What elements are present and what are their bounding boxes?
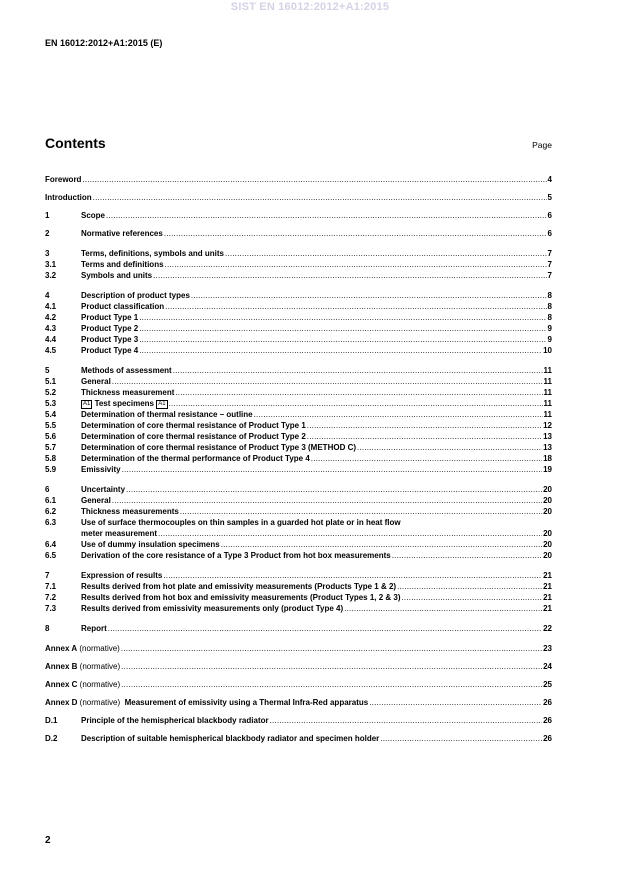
toc-entry-title: Product Type 1	[81, 313, 139, 322]
toc-entry-page: 25	[543, 680, 552, 689]
toc-entry-title: Determination of core thermal resistance of Product Type 1	[81, 421, 306, 430]
toc-entry-title: General	[81, 377, 111, 386]
toc-entry[interactable]	[45, 228, 552, 239]
toc-entry-page: 11	[543, 399, 552, 408]
toc-entry[interactable]	[45, 398, 552, 409]
toc-entry-number: 4.4	[45, 335, 57, 344]
toc-entry-number: 7.2	[45, 593, 57, 602]
toc-entry-page: 26	[543, 716, 552, 725]
toc-entry[interactable]	[45, 603, 552, 614]
toc-entry-title: Expression of results	[81, 571, 163, 580]
toc-entry[interactable]	[45, 312, 552, 323]
toc-entry[interactable]	[45, 550, 552, 561]
toc-entry-title: Use of surface thermocouples on thin samples in a guarded hot plate or in heat flow	[81, 518, 401, 527]
toc-entry-title-text: Test specimens	[92, 399, 157, 408]
toc-entry[interactable]	[45, 715, 552, 726]
toc-entry-number: 6	[45, 485, 50, 494]
toc-dot-leader	[225, 248, 547, 259]
toc-entry-page: 20	[543, 540, 552, 549]
toc-entry-number: 6.3	[45, 518, 57, 527]
toc-entry-title: Derivation of the core resistance of a Type 3 Product from hot box measurements	[81, 551, 391, 560]
toc-dot-leader	[106, 210, 547, 221]
toc-entry-page: 19	[543, 465, 552, 474]
toc-entry-title: Terms and definitions	[81, 260, 164, 269]
toc-entry-title: Symbols and units	[81, 271, 153, 280]
toc-dot-leader	[139, 323, 546, 334]
toc-entry-page: 8	[547, 291, 552, 300]
toc-entry-title: Results derived from hot box and emissivity measurements (Product Types 1, 2 & 3)	[81, 593, 401, 602]
toc-dot-leader	[108, 623, 542, 634]
toc-dot-leader	[357, 442, 542, 453]
watermark: SIST EN 16012:2012+A1:2015	[230, 1, 390, 13]
toc-entry-number: 3.2	[45, 271, 57, 280]
toc-entry-title: Product Type 3	[81, 335, 139, 344]
toc-entry-number: 5.6	[45, 432, 57, 441]
toc-entry-page: 21	[543, 604, 552, 613]
toc-dot-leader	[165, 301, 546, 312]
toc-entry-title: Product Type 4	[81, 346, 139, 355]
toc-entry[interactable]	[45, 387, 552, 398]
toc-entry-page: 20	[543, 551, 552, 560]
toc-entry-title: Thickness measurements	[81, 507, 179, 516]
toc-entry-page: 24	[543, 662, 552, 671]
toc-entry[interactable]	[45, 733, 552, 744]
toc-dot-leader	[82, 174, 546, 185]
toc-entry-number: 5.1	[45, 377, 57, 386]
toc-dot-leader	[139, 345, 542, 356]
toc-entry[interactable]	[45, 592, 552, 603]
toc-entry[interactable]	[45, 495, 552, 506]
toc-entry-page: 20	[543, 529, 552, 538]
toc-entry[interactable]	[45, 409, 552, 420]
toc-entry-page: 9	[547, 335, 552, 344]
toc-entry[interactable]	[45, 210, 552, 221]
toc-dot-leader	[112, 376, 543, 387]
toc-entry-title: Determination of the thermal performance of Product Type 4	[81, 454, 310, 463]
toc-dot-leader	[153, 270, 546, 281]
toc-entry-page: 26	[543, 698, 552, 707]
toc-entry-number: 5.5	[45, 421, 57, 430]
amendment-end-marker: A1	[158, 401, 166, 407]
toc-entry-page: 11	[543, 377, 552, 386]
toc-dot-leader	[191, 290, 547, 301]
toc-entry-number: 3.1	[45, 260, 57, 269]
toc-dot-leader	[126, 484, 542, 495]
toc-entry-page: 11	[543, 388, 552, 397]
toc-entry-number: 6.4	[45, 540, 57, 549]
toc-dot-leader	[169, 398, 543, 409]
toc-entry-page: 26	[543, 734, 552, 743]
toc-dot-leader	[254, 409, 543, 420]
toc-entry[interactable]	[45, 484, 552, 495]
toc-entry-number: 7.1	[45, 582, 57, 591]
toc-entry-page: 8	[547, 313, 552, 322]
toc-entry-number: 8	[45, 624, 50, 633]
toc-entry-number: 6.1	[45, 496, 57, 505]
toc-entry-page: 11	[543, 366, 552, 375]
toc-entry-page: 22	[543, 624, 552, 633]
toc-entry[interactable]	[45, 517, 552, 528]
toc-entry-number: 4.5	[45, 346, 57, 355]
toc-dot-leader	[392, 550, 542, 561]
toc-entry-title: Thickness measurement	[81, 388, 175, 397]
toc-entry-title: Annex A	[45, 644, 78, 653]
toc-entry-title: Use of dummy insulation specimens	[81, 540, 220, 549]
toc-entry-title: Determination of core thermal resistance of Product Type 2	[81, 432, 306, 441]
toc-entry-title: Annex D	[45, 698, 78, 707]
toc-dot-leader	[344, 603, 542, 614]
toc-entry-title: Description of suitable hemispherical blackbody radiator and specimen holder	[81, 734, 380, 743]
toc-dot-leader	[158, 528, 542, 539]
toc-dot-leader	[270, 715, 542, 726]
toc-entry-continuation[interactable]	[81, 528, 552, 539]
toc-entry-annex-type: (normative)	[77, 644, 120, 653]
toc-entry[interactable]	[45, 453, 552, 464]
toc-dot-leader	[164, 228, 547, 239]
toc-entry-title: Annex C	[45, 680, 78, 689]
toc-entry-page: 7	[547, 271, 552, 280]
toc-entry-page: 4	[547, 175, 552, 184]
toc-entry-page: 20	[543, 507, 552, 516]
toc-entry-number: D.1	[45, 716, 58, 725]
amendment-start-marker: A1	[83, 401, 91, 407]
toc-entry-title: Annex B	[45, 662, 78, 671]
toc-entry[interactable]	[45, 323, 552, 334]
toc-entry-title-continued: meter measurement	[81, 529, 158, 538]
toc-dot-leader	[121, 643, 542, 654]
toc-entry[interactable]	[45, 365, 552, 376]
toc-dot-leader	[139, 334, 546, 345]
toc-entry-number: 5.8	[45, 454, 57, 463]
toc-entry-title: Results derived from emissivity measurements only (product Type 4)	[81, 604, 344, 613]
toc-entry[interactable]	[45, 464, 552, 475]
toc-entry-number: 4	[45, 291, 50, 300]
toc-entry[interactable]	[45, 431, 552, 442]
toc-entry[interactable]	[45, 539, 552, 550]
toc-entry[interactable]	[45, 259, 552, 270]
toc-entry[interactable]	[45, 270, 552, 281]
toc-entry-title: General	[81, 496, 111, 505]
toc-entry-title: Methods of assessment	[81, 366, 172, 375]
toc-entry-page: 13	[543, 432, 552, 441]
toc-entry-title: Determination of core thermal resistance of Product Type 3 (METHOD C)	[81, 443, 357, 452]
toc-entry[interactable]	[45, 301, 552, 312]
toc-entry-page: 7	[547, 260, 552, 269]
toc-dot-leader	[173, 365, 543, 376]
toc-entry-page: 23	[543, 644, 552, 653]
toc-entry-number: 1	[45, 211, 50, 220]
toc-dot-leader	[139, 312, 546, 323]
toc-entry[interactable]	[45, 345, 552, 356]
toc-entry-page: 10	[543, 346, 552, 355]
toc-entry-page: 7	[547, 249, 552, 258]
toc-entry-page: 21	[543, 571, 552, 580]
toc-dot-leader	[369, 697, 542, 708]
toc-entry-number: 5.4	[45, 410, 57, 419]
toc-entry-title: Product classification	[81, 302, 165, 311]
toc-entry-number: 4.3	[45, 324, 57, 333]
toc-entry-title: Terms, definitions, symbols and units	[81, 249, 224, 258]
toc-entry-annex-type: (normative)	[77, 698, 121, 707]
toc-entry-title: Emissivity	[81, 465, 121, 474]
toc-entry-title: Foreword	[45, 175, 82, 184]
toc-entry-page: 6	[547, 211, 552, 220]
toc-dot-leader	[93, 192, 547, 203]
toc-entry-page: 6	[547, 229, 552, 238]
toc-entry-title: Description of product types	[81, 291, 190, 300]
toc-entry[interactable]	[45, 581, 552, 592]
toc-entry-number: 6.2	[45, 507, 57, 516]
toc-dot-leader	[163, 570, 542, 581]
toc-dot-leader	[121, 679, 542, 690]
toc-entry[interactable]	[45, 661, 552, 672]
toc-entry-number: 5.2	[45, 388, 57, 397]
toc-entry-title	[81, 398, 168, 409]
toc-entry[interactable]	[45, 442, 552, 453]
toc-entry-number: 2	[45, 229, 50, 238]
toc-entry-number: 6.5	[45, 551, 57, 560]
toc-entry-number: 5.7	[45, 443, 57, 452]
toc-dot-leader	[112, 495, 542, 506]
toc-entry-page: 5	[547, 193, 552, 202]
contents-title: Contents	[45, 135, 106, 151]
page-number: 2	[45, 835, 51, 846]
toc-entry[interactable]	[45, 697, 552, 708]
toc-dot-leader	[397, 581, 542, 592]
toc-entry-number: 7	[45, 571, 50, 580]
toc-entry-page: 21	[543, 593, 552, 602]
toc-entry-page: 11	[543, 410, 552, 419]
toc-dot-leader	[175, 387, 542, 398]
toc-entry-page: 20	[543, 485, 552, 494]
toc-dot-leader	[380, 733, 542, 744]
toc-entry-number: D.2	[45, 734, 58, 743]
toc-entry[interactable]	[45, 623, 552, 634]
toc-entry-page: 9	[547, 324, 552, 333]
toc-entry-annex-type: (normative)	[77, 662, 121, 671]
toc-entry-title: Principle of the hemispherical blackbody radiator	[81, 716, 269, 725]
page-column-label: Page	[532, 140, 552, 150]
toc-entry-number: 7.3	[45, 604, 57, 613]
toc-entry[interactable]	[45, 570, 552, 581]
document-header: EN 16012:2012+A1:2015 (E)	[45, 38, 163, 48]
toc-entry-number: 4.2	[45, 313, 57, 322]
toc-entry-number: 4.1	[45, 302, 57, 311]
toc-entry-title: Normative references	[81, 229, 163, 238]
toc-entry-page: 20	[543, 496, 552, 505]
toc-entry-page: 13	[543, 443, 552, 452]
toc-dot-leader	[122, 464, 543, 475]
toc-entry-title: Scope	[81, 211, 106, 220]
toc-entry-title: Results derived from hot plate and emissivity measurements (Products Type 1 & 2)	[81, 582, 397, 591]
toc-entry[interactable]	[45, 290, 552, 301]
toc-entry-page: 18	[543, 454, 552, 463]
toc-dot-leader	[307, 431, 542, 442]
toc-entry[interactable]	[45, 679, 552, 690]
toc-entry-number: 5.3	[45, 399, 57, 408]
toc-entry-title: Report	[81, 624, 107, 633]
toc-entry[interactable]	[45, 248, 552, 259]
toc-entry[interactable]	[45, 334, 552, 345]
toc-entry-page: 21	[543, 582, 552, 591]
toc-dot-leader	[165, 259, 547, 270]
toc-dot-leader	[402, 592, 543, 603]
toc-entry[interactable]	[45, 506, 552, 517]
toc-dot-leader	[180, 506, 542, 517]
toc-entry[interactable]	[45, 192, 552, 203]
toc-entry-number: 5	[45, 366, 50, 375]
toc-entry-annex-title: Measurement of emissivity using a Thermal Infra-Red apparatus	[120, 698, 369, 707]
toc-entry[interactable]	[45, 376, 552, 387]
toc-entry-title: Determination of thermal resistance – outline	[81, 410, 253, 419]
toc-entry-title: Product Type 2	[81, 324, 139, 333]
toc-dot-leader	[311, 453, 542, 464]
toc-entry[interactable]	[45, 643, 552, 654]
toc-dot-leader	[221, 539, 542, 550]
toc-entry-annex-type: (normative)	[77, 680, 121, 689]
toc-entry-title: Introduction	[45, 193, 92, 202]
toc-entry[interactable]	[45, 174, 552, 185]
toc-entry-number: 3	[45, 249, 50, 258]
toc-dot-leader	[307, 420, 542, 431]
toc-dot-leader	[121, 661, 542, 672]
toc-entry-page: 12	[543, 421, 552, 430]
toc-entry-page: 8	[547, 302, 552, 311]
toc-entry-number: 5.9	[45, 465, 57, 474]
toc-entry[interactable]	[45, 420, 552, 431]
toc-entry-title: Uncertainty	[81, 485, 126, 494]
